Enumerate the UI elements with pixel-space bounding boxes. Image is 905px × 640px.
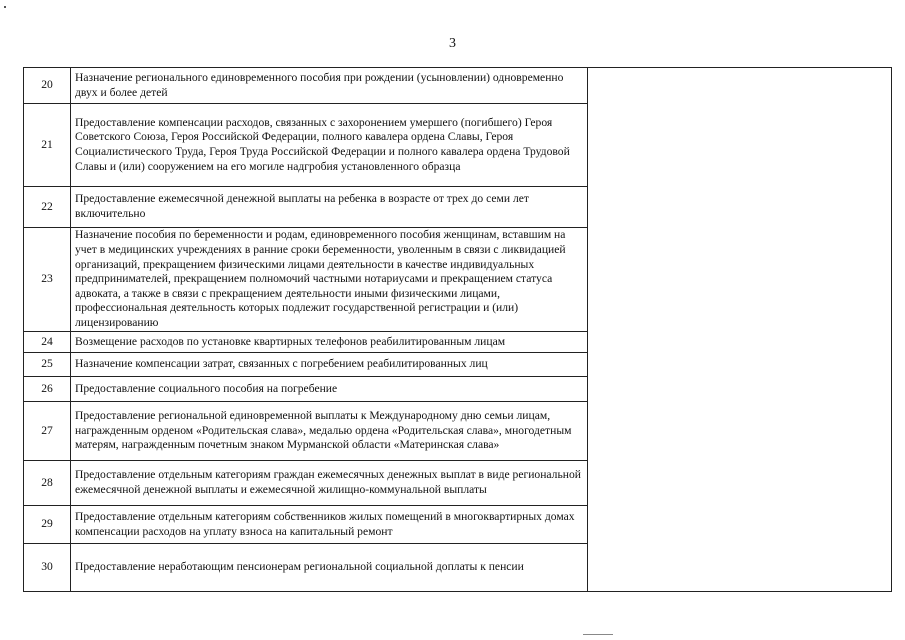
empty-column-cell	[588, 68, 892, 592]
service-name: Предоставление компенсации расходов, связанных с захоронением умершего (погибшего) Героя Советского Союза, Героя Российской Федерации, полного кавалера ордена Славы, Героя Социалистического Труда, Героя Труда Российской Федерации и полного кавалера ордена Трудовой Славы и (или) сооружением на его могиле надгробия установленного образца	[71, 104, 588, 187]
scan-mark	[583, 634, 613, 635]
service-name: Предоставление ежемесячной денежной выплаты на ребенка в возрасте от трех до семи лет включительно	[71, 187, 588, 228]
service-name: Предоставление региональной единовременной выплаты к Международному дню семьи лицам, награжденным орденом «Родительская слава», медалью ордена «Родительская слава», многодетным матерям, награжденным почетным знаком Мурманской области «Материнская слава»	[71, 402, 588, 461]
row-number: 27	[24, 402, 71, 461]
row-number: 21	[24, 104, 71, 187]
service-name: Предоставление отдельным категориям граждан ежемесячных денежных выплат в виде региональной ежемесячной денежной выплаты и ежемесячной жилищно-коммунальной выплаты	[71, 461, 588, 506]
page-number: 3	[449, 36, 456, 51]
row-number: 26	[24, 377, 71, 402]
service-name: Назначение регионального единовременного пособия при рождении (усыновлении) одновременно двух и более детей	[71, 68, 588, 104]
row-number: 23	[24, 228, 71, 332]
table-row	[24, 68, 892, 104]
row-number: 22	[24, 187, 71, 228]
row-number: 24	[24, 332, 71, 353]
row-number: 20	[24, 68, 71, 104]
scan-speck	[4, 6, 6, 8]
row-number: 29	[24, 506, 71, 544]
service-name: Назначение пособия по беременности и родам, единовременного пособия женщинам, вставшим на учет в медицинских учреждениях в ранние сроки беременности, уволенным в связи с ликвидацией организаций, прекращением физическими лицами деятельности в качестве индивидуальных предпринимателей, прекращением полномочий частными нотариусами и прекращением статуса адвоката, а также в связи с прекращением деятельности иными физическими лицами, профессиональная деятельность которых подлежит государственной регистрации и (или) лицензированию	[71, 228, 588, 332]
services-table	[23, 67, 892, 592]
row-number: 25	[24, 353, 71, 377]
service-name: Возмещение расходов по установке квартирных телефонов реабилитированным лицам	[71, 332, 588, 353]
service-name: Предоставление отдельным категориям собственников жилых помещений в многоквартирных домах компенсации расходов на уплату взноса на капитальный ремонт	[71, 506, 588, 544]
row-number: 30	[24, 544, 71, 592]
service-name: Предоставление неработающим пенсионерам региональной социальной доплаты к пенсии	[71, 544, 588, 592]
service-name: Предоставление социального пособия на погребение	[71, 377, 588, 402]
service-name: Назначение компенсации затрат, связанных с погребением реабилитированных лиц	[71, 353, 588, 377]
row-number: 28	[24, 461, 71, 506]
